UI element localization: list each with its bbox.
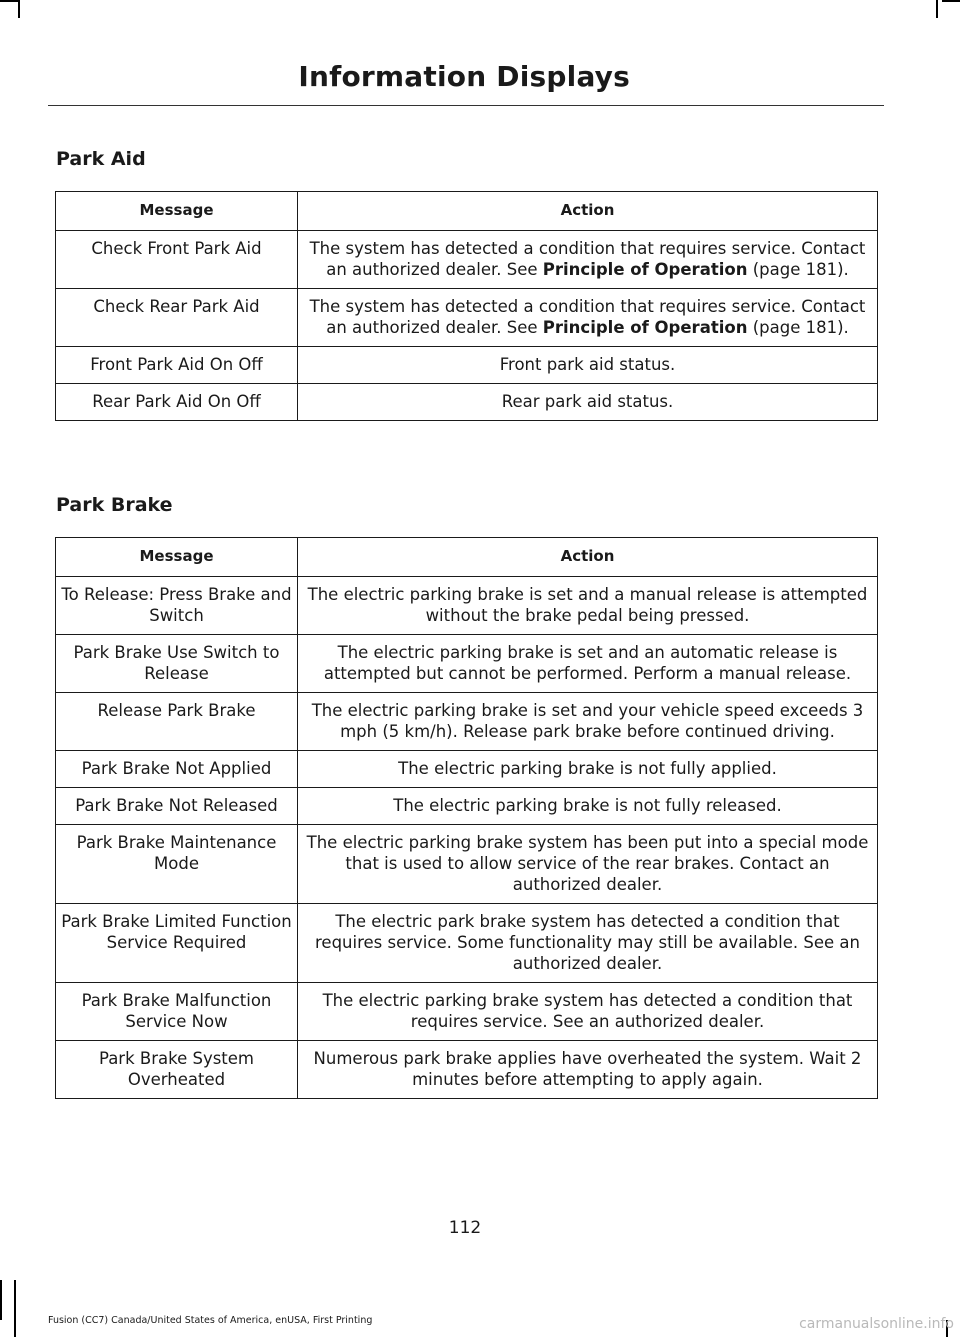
- action-cell: Rear park aid status.: [298, 384, 878, 421]
- message-cell: Check Rear Park Aid: [56, 289, 298, 347]
- crop-mark: [18, 0, 20, 18]
- page-title: Information Displays: [298, 60, 630, 93]
- section-title-park-brake: Park Brake: [56, 494, 173, 516]
- table-row: [56, 751, 878, 788]
- table-row: [56, 289, 878, 347]
- table-header-row: [56, 192, 878, 231]
- message-cell: Park Brake System Overheated: [56, 1041, 298, 1099]
- column-header-message: Message: [56, 192, 298, 231]
- crop-mark: [0, 1280, 2, 1320]
- action-cell: [298, 231, 878, 289]
- message-cell: Park Brake Not Released: [56, 788, 298, 825]
- action-cell: The electric parking brake is set and an automatic release is attempted but cannot be performed. Perform a manual release.: [298, 635, 878, 693]
- action-cell: The electric parking brake system has been put into a special mode that is used to allow service of the rear brakes. Contact an authorized dealer.: [298, 825, 878, 904]
- table-row: [56, 231, 878, 289]
- column-header-message: Message: [56, 538, 298, 577]
- table-row: [56, 1041, 878, 1099]
- action-cell: [298, 289, 878, 347]
- table-row: [56, 577, 878, 635]
- message-cell: Park Brake Maintenance Mode: [56, 825, 298, 904]
- action-cell: The electric park brake system has detected a condition that requires service. Some functionality may still be available. See an authorized dealer.: [298, 904, 878, 983]
- table-header-row: [56, 538, 878, 577]
- action-text: The system has detected a condition that requires service. Contact an authorized dealer. See: [309, 239, 866, 279]
- page-number: 112: [448, 1218, 482, 1238]
- table-row: [56, 825, 878, 904]
- column-header-action: Action: [298, 538, 878, 577]
- message-cell: Front Park Aid On Off: [56, 347, 298, 384]
- table-row: [56, 693, 878, 751]
- table-row: [56, 983, 878, 1041]
- section-title-park-aid: Park Aid: [56, 148, 146, 170]
- message-cell: Park Brake Not Applied: [56, 751, 298, 788]
- action-cell: The electric parking brake system has detected a condition that requires service. See an authorized dealer.: [298, 983, 878, 1041]
- message-cell: Park Brake Malfunction Service Now: [56, 983, 298, 1041]
- action-cell: The electric parking brake is set and a manual release is attempted without the brake pedal being pressed.: [298, 577, 878, 635]
- table-row: [56, 904, 878, 983]
- action-cell: The electric parking brake is not fully applied.: [298, 751, 878, 788]
- action-text: The system has detected a condition that requires service. Contact an authorized dealer. See: [309, 297, 866, 337]
- park-aid-table: [55, 191, 878, 421]
- table-row: [56, 347, 878, 384]
- crop-mark: [942, 0, 960, 2]
- message-cell: To Release: Press Brake and Switch: [56, 577, 298, 635]
- action-cell: Front park aid status.: [298, 347, 878, 384]
- page-reference: (page 181).: [747, 260, 849, 279]
- watermark: carmanualsonline.info: [799, 1316, 954, 1332]
- message-cell: Rear Park Aid On Off: [56, 384, 298, 421]
- page-reference: (page 181).: [747, 318, 849, 337]
- cross-reference-link[interactable]: Principle of Operation: [542, 318, 748, 337]
- table-row: [56, 384, 878, 421]
- header-divider: [48, 105, 884, 106]
- action-cell: Numerous park brake applies have overheated the system. Wait 2 minutes before attempting to apply again.: [298, 1041, 878, 1099]
- message-cell: Release Park Brake: [56, 693, 298, 751]
- table-row: [56, 788, 878, 825]
- crop-mark: [14, 1280, 16, 1337]
- crop-mark: [936, 0, 938, 18]
- crop-mark: [0, 0, 18, 2]
- park-brake-table: [55, 537, 878, 1099]
- footer-edition-text: Fusion (CC7) Canada/United States of America, enUSA, First Printing: [48, 1315, 373, 1326]
- action-cell: The electric parking brake is set and your vehicle speed exceeds 3 mph (5 km/h). Release park brake before continued driving.: [298, 693, 878, 751]
- cross-reference-link[interactable]: Principle of Operation: [542, 260, 748, 279]
- message-cell: Park Brake Use Switch to Release: [56, 635, 298, 693]
- message-cell: Park Brake Limited Function Service Required: [56, 904, 298, 983]
- message-cell: Check Front Park Aid: [56, 231, 298, 289]
- action-cell: The electric parking brake is not fully released.: [298, 788, 878, 825]
- table-row: [56, 635, 878, 693]
- column-header-action: Action: [298, 192, 878, 231]
